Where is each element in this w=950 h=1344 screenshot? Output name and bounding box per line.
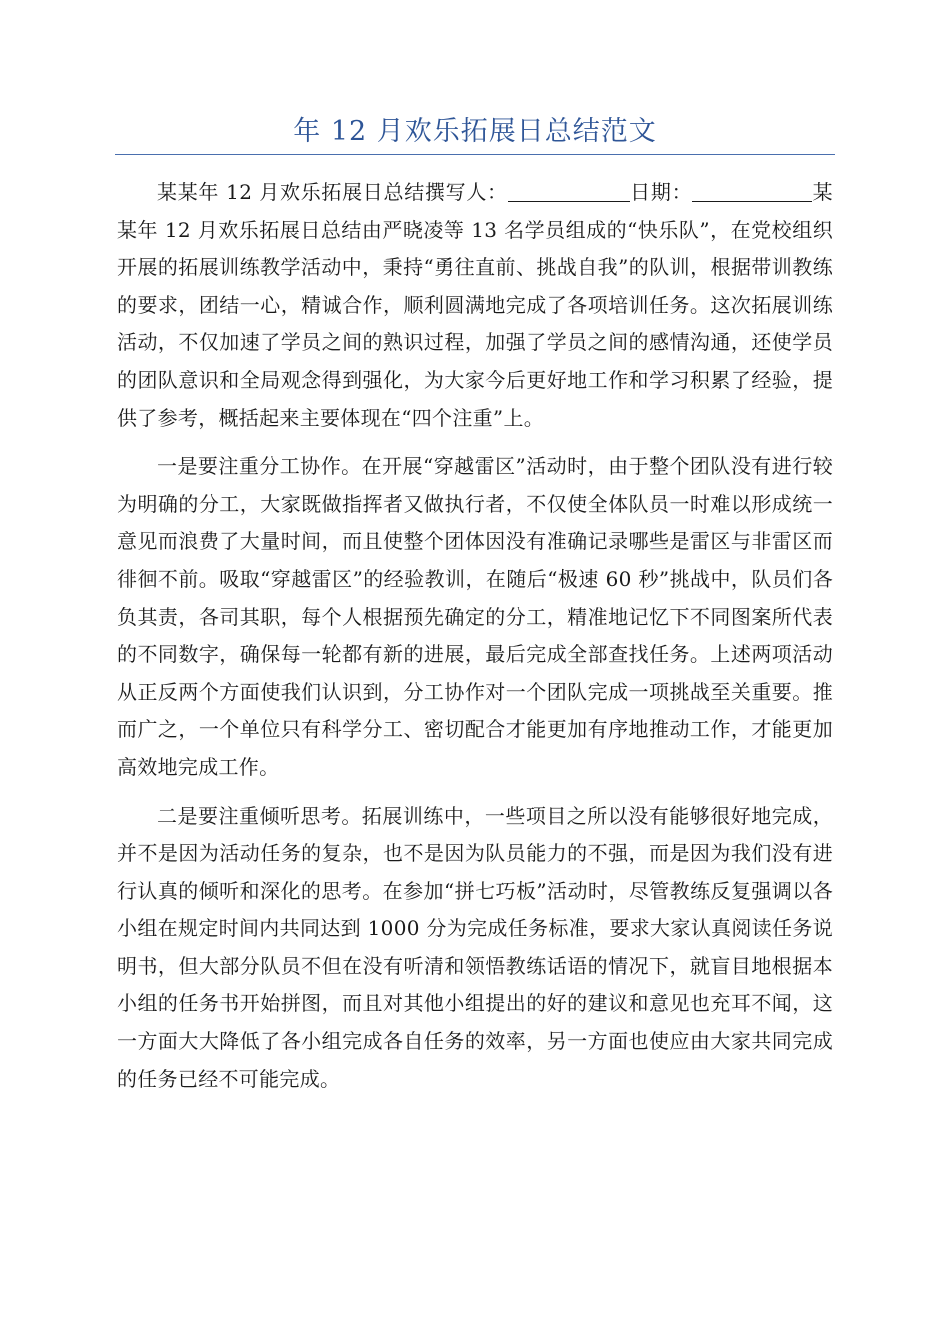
author-blank-line xyxy=(508,181,630,202)
title-underline xyxy=(115,154,835,155)
paragraph-division-of-labor: 一是要注重分工协作。在开展“穿越雷区”活动时，由于整个团队没有进行较为明确的分工，大家既做指挥者又做执行者，不仅使全体队员一时难以形成统一意见而浪费了大量时间，而且使整个团体因没有准确记录哪些是雷区与非雷区而徘徊不前。吸取“穿越雷区”的经验教训，在随后“极速 60 秒”挑战中，队员们各负其责，各司其职，每个人根据预先确定的分工，精准地记忆下不同图案所代表的不同数字，确保每一轮都有新的进展，最后完成全部查找任务。上述两项活动从正反两个方面使我们认识到，分工协作对一个团队完成一项挑战至关重要。推而广之，一个单位只有科学分工、密切配合才能更加有序地推动工作，才能更加高效地完成工作。 xyxy=(117,454,833,779)
document-body xyxy=(117,174,833,1098)
paragraph-listening-thinking: 二是要注重倾听思考。拓展训练中，一些项目之所以没有能够很好地完成，并不是因为活动任务的复杂，也不是因为队员能力的不强，而是因为我们没有进行认真的倾听和深化的思考。在参加“拼七巧板”活动时，尽管教练反复强调以各小组在规定时间内共同达到 1000 分为完成任务标准，要求大家认真阅读任务说明书，但大部分队员不但在没有听清和领悟教练话语的情况下，就盲目地根据本小组的任务书开始拼图，而且对其他小组提出的好的建议和意见也充耳不闻，这一方面大大降低了各小组完成各自任务的效率，另一方面也使应由大家共同完成的任务已经不可能完成。 xyxy=(117,803,833,1091)
document-title: 年 12 月欢乐拓展日总结范文 xyxy=(293,116,657,147)
intro-text-author: 某某年 12 月欢乐拓展日总结撰写人： xyxy=(157,180,508,204)
intro-text-date: 日期： xyxy=(629,180,693,204)
intro-paragraph xyxy=(117,174,833,437)
date-blank-line xyxy=(692,181,812,202)
intro-text-body: 某某年 12 月欢乐拓展日总结由严晓凌等 13 名学员组成的“快乐队”，在党校组织开展的拓展训练教学活动中，秉持“勇往直前、挑战自我”的队训，根据带训教练的要求，团结一心，精诚合作，顺利圆满地完成了各项培训任务。这次拓展训练活动，不仅加速了学员之间的熟识过程，加强了学员之间的感情沟通，还使学员的团队意识和全局观念得到强化，为大家今后更好地工作和学习积累了经验，提供了参考，概括起来主要体现在“四个注重”上。 xyxy=(117,180,833,430)
